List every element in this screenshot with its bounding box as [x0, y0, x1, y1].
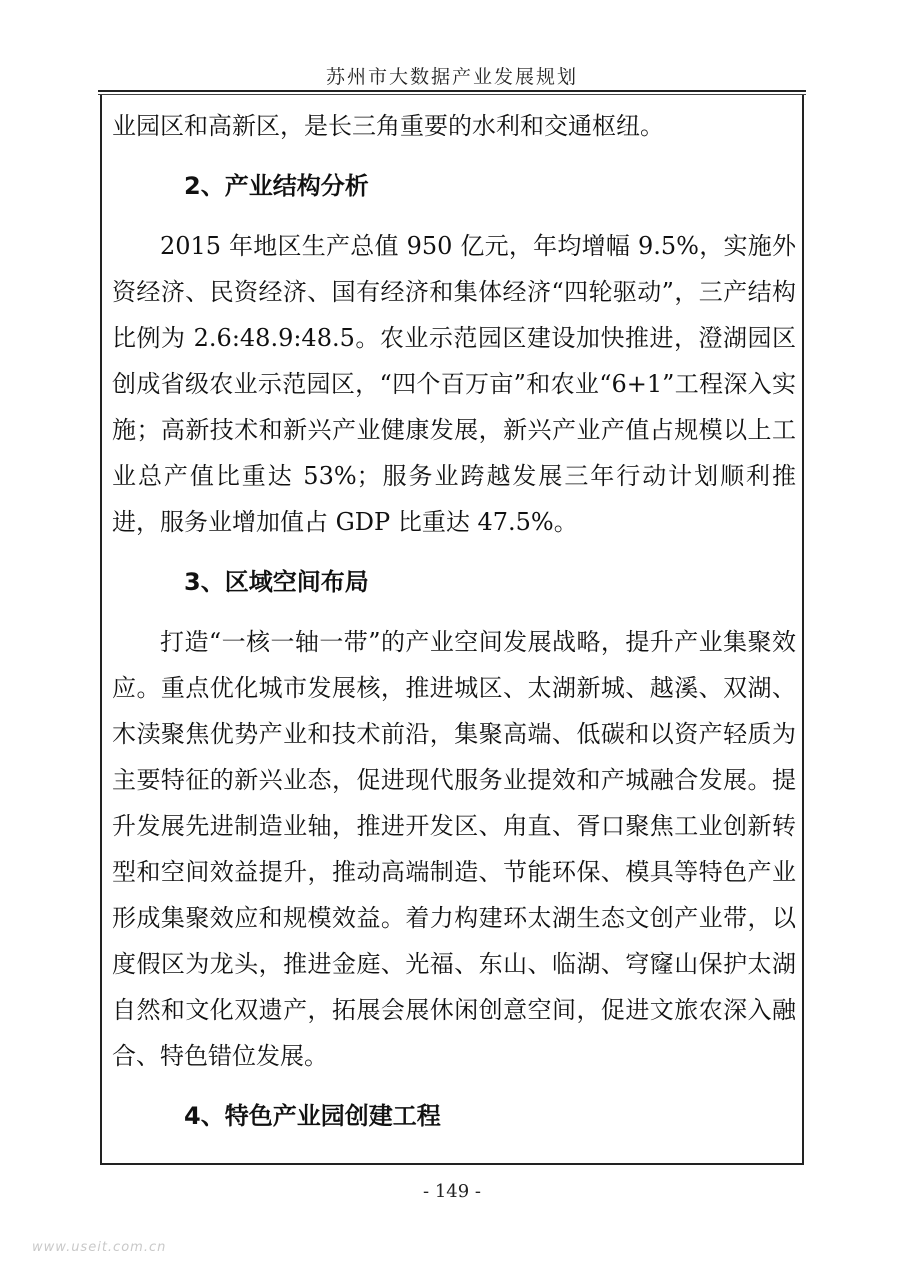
section-heading-4: 4、特色产业园创建工程 — [184, 1102, 441, 1130]
running-header-title: 苏州市大数据产业发展规划 — [325, 66, 578, 88]
section-heading-2: 2、产业结构分析 — [184, 172, 369, 200]
paragraph-spatial-layout: 打造“一核一轴一带”的产业空间发展战略，提升产业集聚效应。重点优化城市发展核，推进城区、太湖新城、越溪、双湖、木渎聚焦优势产业和技术前沿，集聚高端、低碳和以资产轻质为主要特征的新兴业态，促进现代服务业提效和产城融合发展。提升发展先进制造业轴，推进开发区、甪直、胥口聚焦工业创新转型和空间效益提升，推动高端制造、节能环保、模具等特色产业形成集聚效应和规模效益。着力构建环太湖生态文创产业带，以度假区为龙头，推进金庭、光福、东山、临湖、穹窿山保护太湖自然和文化双遗产，拓展会展休闲创意空间，促进文旅农深入融合、特色错位发展。 — [112, 628, 796, 1070]
paragraph-continuation: 业园区和高新区，是长三角重要的水利和交通枢纽。 — [112, 112, 664, 140]
watermark: www.useit.com.cn — [32, 1240, 167, 1255]
body-content — [112, 103, 796, 1153]
paragraph-industry-structure: 2015 年地区生产总值 950 亿元，年均增幅 9.5%，实施外资经济、民资经济、国有经济和集体经济“四轮驱动”，三产结构比例为 2.6:48.9:48.5。农业示范园区建设加快推进，澄湖园区创成省级农业示范园区，“四个百万亩”和农业“6+1”工程深入实施；高新技术和新兴产业健康发展，新兴产业产值占规模以上工业总产值比重达 53%；服务业跨越发展三年行动计划顺利推进，服务业增加值占 GDP 比重达 47.5%。 — [112, 232, 796, 536]
header-rule — [98, 90, 806, 92]
section-heading-3: 3、区域空间布局 — [184, 568, 369, 596]
page-number: - 149 - — [423, 1181, 481, 1202]
